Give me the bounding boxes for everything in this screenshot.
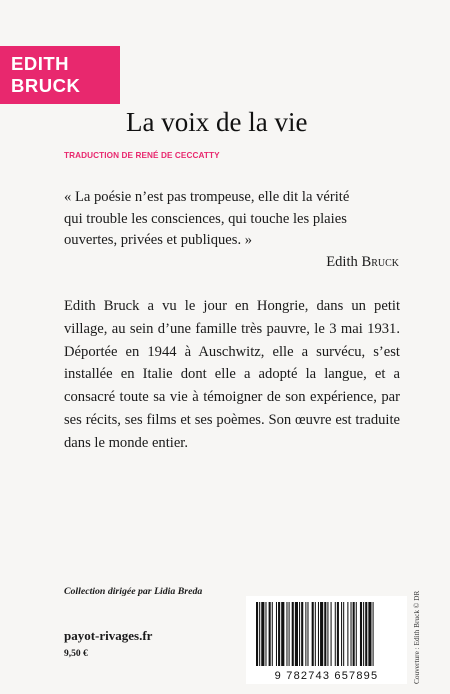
barcode-bar — [295, 602, 298, 666]
barcode-bar — [299, 602, 300, 666]
barcode-bar — [278, 602, 280, 666]
barcode-bar — [331, 602, 332, 666]
barcode-bar — [259, 602, 260, 666]
barcode-bar — [272, 602, 273, 666]
barcode-bar — [315, 602, 316, 666]
barcode-bar — [269, 602, 271, 666]
barcode-bar — [305, 602, 306, 666]
barcode-bar — [256, 602, 258, 666]
barcode-bar — [327, 602, 328, 666]
barcode-bar — [365, 602, 367, 666]
collection-credit: Collection dirigée par Lidia Breda — [64, 586, 203, 597]
author-first-name: EDITH — [11, 53, 69, 74]
barcode-bar — [335, 602, 336, 666]
barcode-bar — [307, 602, 308, 666]
barcode-bar — [373, 602, 374, 666]
barcode-bar — [353, 602, 355, 666]
quote-author-last: Bruck — [361, 254, 399, 270]
isbn-barcode — [246, 596, 407, 684]
barcode-bar — [337, 602, 339, 666]
barcode-bar — [360, 602, 362, 666]
barcode-bar — [324, 602, 326, 666]
barcode-bar — [341, 602, 342, 666]
quote-line: « La poésie n’est pas trompeuse, elle dit la vérité — [64, 189, 350, 205]
barcode-bar — [363, 602, 364, 666]
author-banner — [0, 46, 120, 104]
barcode-bar — [289, 602, 290, 666]
barcode-bar — [301, 602, 303, 666]
quote-line: qui trouble les consciences, qui touche les plaies — [64, 210, 347, 227]
author-biography: Edith Bruck a vu le jour en Hongrie, dans un petit village, au sein d’une famille très pauvre, le 3 mai 1931. Déportée en 1944 à Auschwitz, elle a survécu, s’est installée en Italie dont elle a adopté la langue, et a consacré toute sa vie à témoigner de son expérience, par ses récits, ses films et ses poèmes. Son œuvre est traduite dans le monde entier. — [64, 298, 400, 451]
price-label: 9,50 € — [64, 649, 88, 659]
quote-author-first: Edith — [326, 254, 358, 270]
isbn-digits: 9 782743 657895 — [274, 670, 379, 682]
barcode-bar — [281, 602, 284, 666]
barcode-bar — [347, 602, 348, 666]
barcode-bar — [368, 602, 371, 666]
cover-photo-credit: Couverture : Edith Bruck © DR — [412, 590, 421, 684]
barcode-bar — [356, 602, 357, 666]
barcode-bar — [292, 602, 294, 666]
book-title: La voix de la vie — [126, 107, 308, 137]
quote-attribution — [326, 254, 399, 271]
barcode-bar — [286, 602, 287, 666]
barcode-bars — [246, 596, 407, 668]
author-last-name: BRUCK — [11, 75, 81, 96]
quote-line: ouvertes, privées et publiques. » — [64, 232, 253, 248]
barcode-bar — [276, 602, 277, 666]
publisher-website[interactable]: payot-rivages.fr — [64, 628, 153, 643]
translation-credit: TRADUCTION DE RENÉ DE CECCATTY — [64, 151, 220, 160]
barcode-bar — [312, 602, 314, 666]
barcode-bar — [261, 602, 264, 666]
epigraph-quote — [64, 187, 404, 252]
barcode-bar — [265, 602, 266, 666]
barcode-bar — [343, 602, 344, 666]
barcode-bar — [318, 602, 319, 666]
barcode-bar — [320, 602, 323, 666]
barcode-bar — [351, 602, 352, 666]
